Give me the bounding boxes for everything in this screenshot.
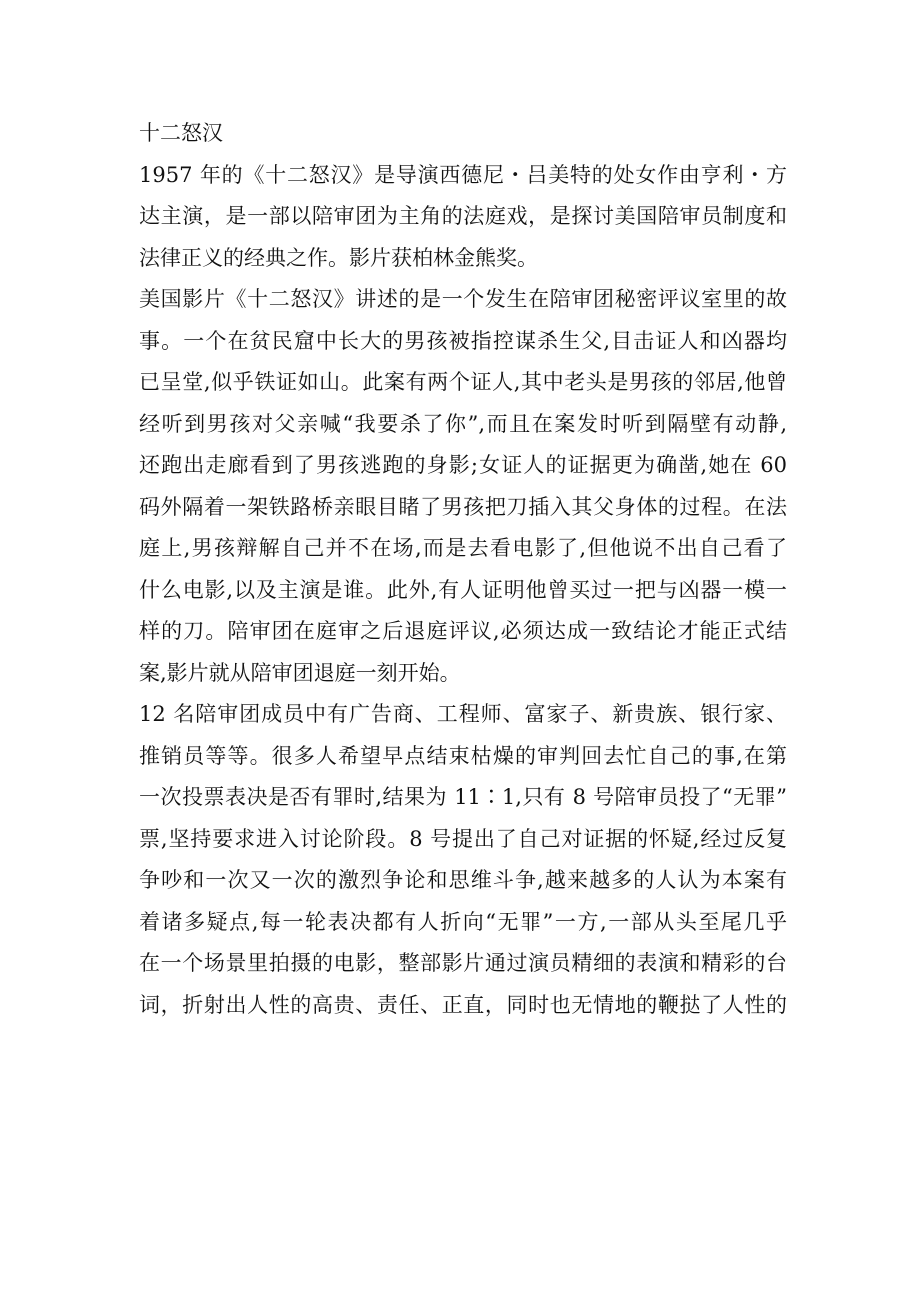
text-line: 在一个场景里拍摄的电影，整部影片通过演员精细的表演和精彩的台 — [139, 951, 787, 975]
text-line: 达主演，是一部以陪审团为主角的法庭戏，是探讨美国陪审员制度和 — [139, 204, 787, 228]
text-line: 庭上,男孩辩解自己并不在场,而是去看电影了,但他说不出自己看了 — [139, 536, 787, 560]
text-line: 着诸多疑点,每一轮表决都有人折向“无罪”一方,一部从头至尾几乎 — [139, 909, 787, 934]
text-line: 法律正义的经典之作。影片获柏林金熊奖。 — [139, 245, 538, 270]
paragraph-1 — [139, 155, 787, 280]
text-line: 事。一个在贫民窟中长大的男孩被指控谋杀生父,目击证人和凶器均 — [139, 328, 787, 353]
paragraph-2 — [139, 279, 787, 694]
text-line: 还跑出走廊看到了男孩逃跑的身影;女证人的证据更为确凿,她在 60 — [139, 453, 787, 477]
document-page — [139, 113, 787, 1026]
text-line: 已呈堂,似乎铁证如山。此案有两个证人,其中老头是男孩的邻居,他曾 — [139, 370, 787, 394]
text-line: 12 名陪审团成员中有广告商、工程师、富家子、新贵族、银行家、 — [139, 702, 787, 726]
text-line: 争吵和一次又一次的激烈争论和思维斗争,越来越多的人认为本案有 — [139, 868, 787, 892]
text-line: 1957 年的《十二怒汉》是导演西德尼・吕美特的处女作由亨利・方 — [139, 162, 787, 187]
text-line: 经听到男孩对父亲喊“我要杀了你”,而且在案发时听到隔壁有动静, — [139, 411, 787, 436]
text-line: 票,坚持要求进入讨论阶段。8 号提出了自己对证据的怀疑,经过反复 — [139, 826, 787, 851]
text-line: 什么电影,以及主演是谁。此外,有人证明他曾买过一把与凶器一模一 — [139, 577, 787, 602]
text-line: 推销员等等。很多人希望早点结束枯燥的审判回去忙自己的事,在第 — [139, 743, 787, 768]
paragraph-3 — [139, 694, 787, 1026]
text-line: 码外隔着一架铁路桥亲眼目睹了男孩把刀插入其父身体的过程。在法 — [139, 494, 787, 519]
text-line: 美国影片《十二怒汉》讲述的是一个发生在陪审团秘密评议室里的故 — [139, 287, 787, 311]
text-line: 案,影片就从陪审团退庭一刻开始。 — [139, 660, 461, 685]
text-line: 词，折射出人性的高贵、责任、正直，同时也无情地的鞭挞了人性的 — [139, 992, 787, 1017]
document-title: 十二怒汉 — [139, 121, 223, 145]
text-line: 一次投票表决是否有罪时,结果为 11∶1,只有 8 号陪审员投了“无罪” — [139, 785, 787, 809]
text-line: 样的刀。陪审团在庭审之后退庭评议,必须达成一致结论才能正式结 — [139, 619, 787, 643]
